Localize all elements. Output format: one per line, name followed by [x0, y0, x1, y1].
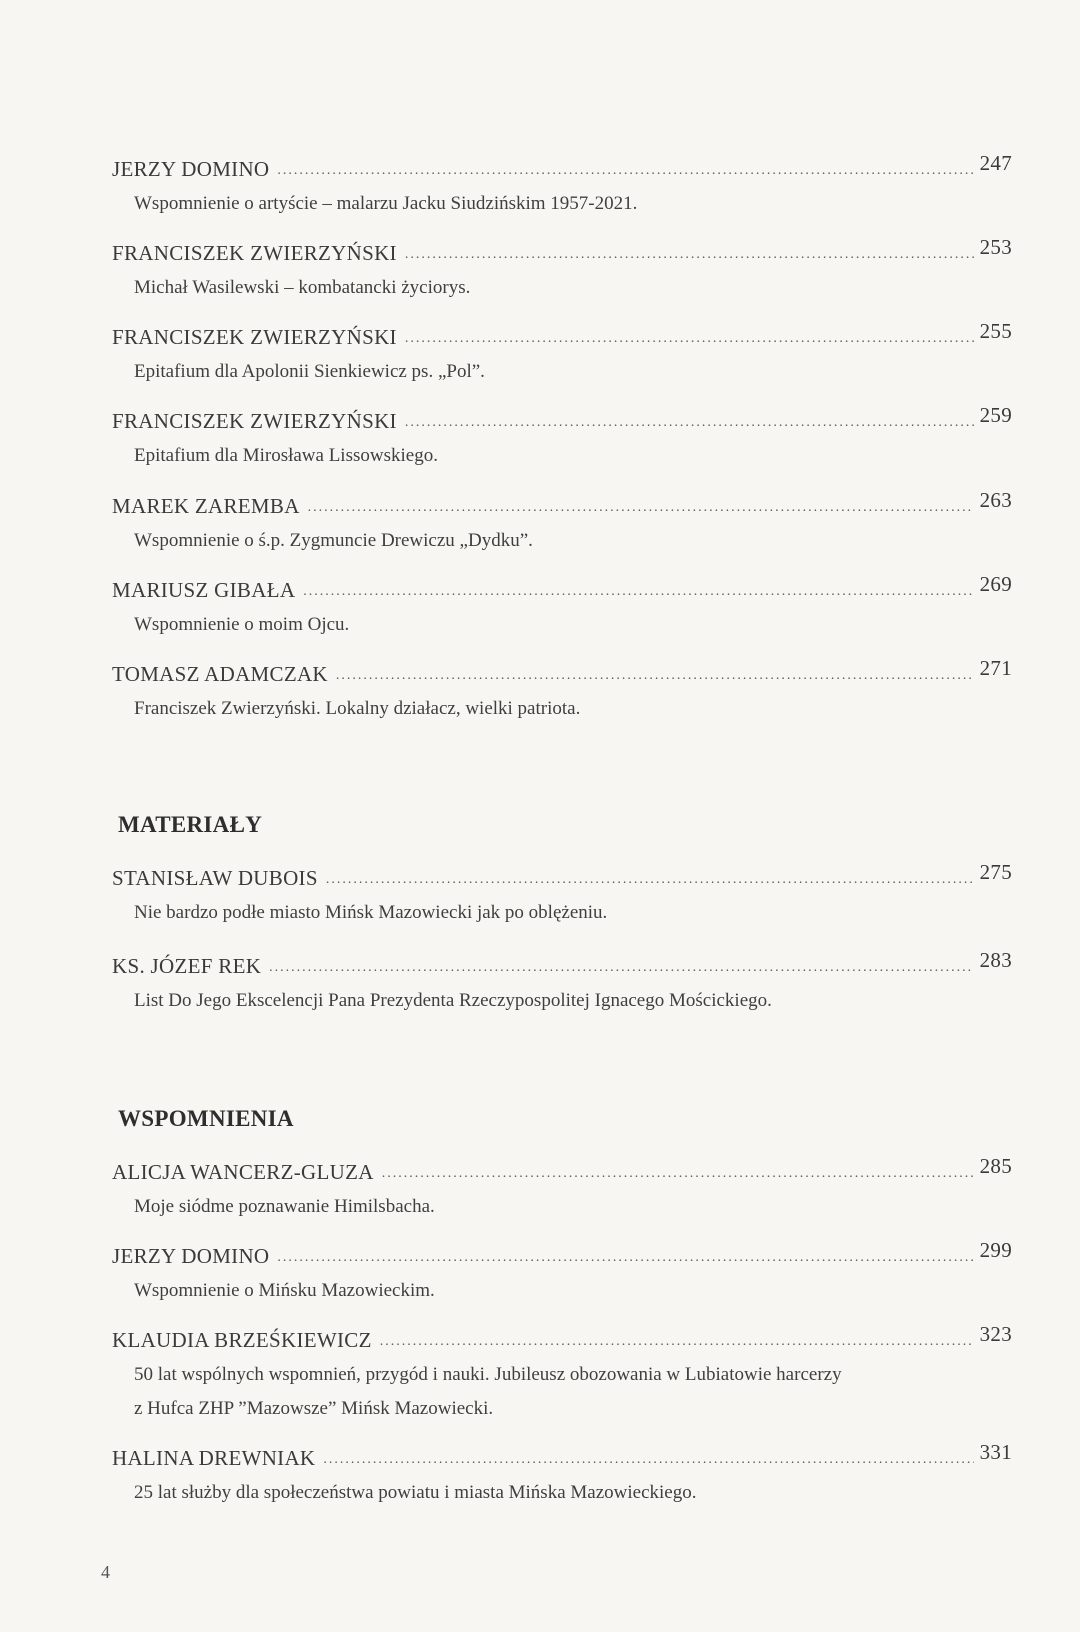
entry-author: JERZY DOMINO — [112, 157, 270, 181]
toc-entry — [112, 488, 1012, 558]
leader-dots — [308, 494, 974, 522]
entry-author: ALICJA WANCERZ-GLUZA — [112, 1160, 374, 1184]
entry-title: Michał Wasilewski – kombatancki życiorys. — [134, 277, 471, 298]
entry-page-number: 283 — [979, 948, 1012, 972]
leader-dots — [405, 241, 974, 269]
entry-page-number: 255 — [979, 319, 1012, 343]
section-heading-wspomnienia: WSPOMNIENIA — [118, 1106, 294, 1131]
entry-title: Franciszek Zwierzyński. Lokalny działacz, wielki patriota. — [134, 698, 581, 719]
entry-page-number: 299 — [979, 1238, 1012, 1262]
leader-dots — [277, 1244, 973, 1272]
leader-dots — [277, 157, 973, 185]
entry-title: Moje siódme poznawanie Himilsbacha. — [134, 1196, 435, 1217]
entry-title: Wspomnienie o moim Ojcu. — [134, 614, 350, 635]
entry-title: Epitafium dla Mirosława Lissowskiego. — [134, 445, 438, 466]
entry-author: KLAUDIA BRZEŚKIEWICZ — [112, 1328, 372, 1352]
entry-page-number: 285 — [979, 1154, 1012, 1178]
entry-author: KS. JÓZEF REK — [112, 954, 262, 978]
entry-title: 25 lat służby dla społeczeństwa powiatu i miasta Mińska Mazowieckiego. — [134, 1482, 697, 1503]
page-number-folio: 4 — [101, 1562, 110, 1582]
entry-author: FRANCISZEK ZWIERZYŃSKI — [112, 241, 397, 265]
toc-entry — [112, 235, 1012, 305]
entry-page-number: 269 — [979, 572, 1012, 596]
leader-dots — [326, 866, 974, 894]
toc-entry — [112, 1238, 1012, 1308]
entry-author: HALINA DREWNIAK — [112, 1446, 316, 1470]
entry-author: MAREK ZAREMBA — [112, 494, 300, 518]
toc-entry — [112, 656, 1012, 726]
entry-page-number: 275 — [979, 860, 1012, 884]
entry-title: Wspomnienie o ś.p. Zygmuncie Drewiczu „Dydku”. — [134, 530, 533, 551]
toc-entry — [112, 403, 1012, 473]
entry-author: STANISŁAW DUBOIS — [112, 866, 318, 890]
entry-page-number: 263 — [979, 488, 1012, 512]
leader-dots — [405, 409, 974, 437]
entry-title-line2: z Hufca ZHP ”Mazowsze” Mińsk Mazowiecki. — [134, 1398, 494, 1419]
leader-dots — [380, 1328, 974, 1356]
entry-page-number: 259 — [979, 403, 1012, 427]
toc-entry — [112, 860, 1012, 930]
entry-author: TOMASZ ADAMCZAK — [112, 662, 328, 686]
entry-page-number: 253 — [979, 235, 1012, 259]
leader-dots — [336, 662, 974, 690]
toc-entry — [112, 1154, 1012, 1224]
leader-dots — [382, 1160, 974, 1188]
entry-title: List Do Jego Ekscelencji Pana Prezydenta Rzeczypospolitej Ignacego Mościckiego. — [134, 990, 772, 1011]
entry-title: Nie bardzo podłe miasto Mińsk Mazowiecki jak po oblężeniu. — [134, 902, 608, 923]
toc-entry — [112, 319, 1012, 389]
entry-author: MARIUSZ GIBAŁA — [112, 578, 296, 602]
leader-dots — [269, 954, 973, 982]
entry-page-number: 323 — [979, 1322, 1012, 1346]
entry-title: Epitafium dla Apolonii Sienkiewicz ps. „Pol”. — [134, 361, 485, 382]
toc-entry — [112, 572, 1012, 642]
toc-entry — [112, 1322, 1012, 1426]
entry-page-number: 271 — [979, 656, 1012, 680]
section-heading-materialy: MATERIAŁY — [118, 812, 263, 837]
leader-dots — [303, 578, 973, 606]
entry-author: JERZY DOMINO — [112, 1244, 270, 1268]
entry-author: FRANCISZEK ZWIERZYŃSKI — [112, 409, 397, 433]
entry-title-line1: 50 lat wspólnych wspomnień, przygód i nauki. Jubileusz obozowania w Lubiatowie harcerzy — [134, 1364, 842, 1385]
leader-dots — [323, 1446, 973, 1474]
toc-entry — [112, 1440, 1012, 1510]
entry-author: FRANCISZEK ZWIERZYŃSKI — [112, 325, 397, 349]
toc-entry — [112, 151, 1012, 221]
toc-entry — [112, 948, 1012, 1018]
entry-title: Wspomnienie o Mińsku Mazowieckim. — [134, 1280, 435, 1301]
leader-dots — [405, 325, 974, 353]
entry-title: Wspomnienie o artyście – malarzu Jacku Siudzińskim 1957-2021. — [134, 193, 638, 214]
entry-page-number: 331 — [979, 1440, 1012, 1464]
entry-page-number: 247 — [979, 151, 1012, 175]
